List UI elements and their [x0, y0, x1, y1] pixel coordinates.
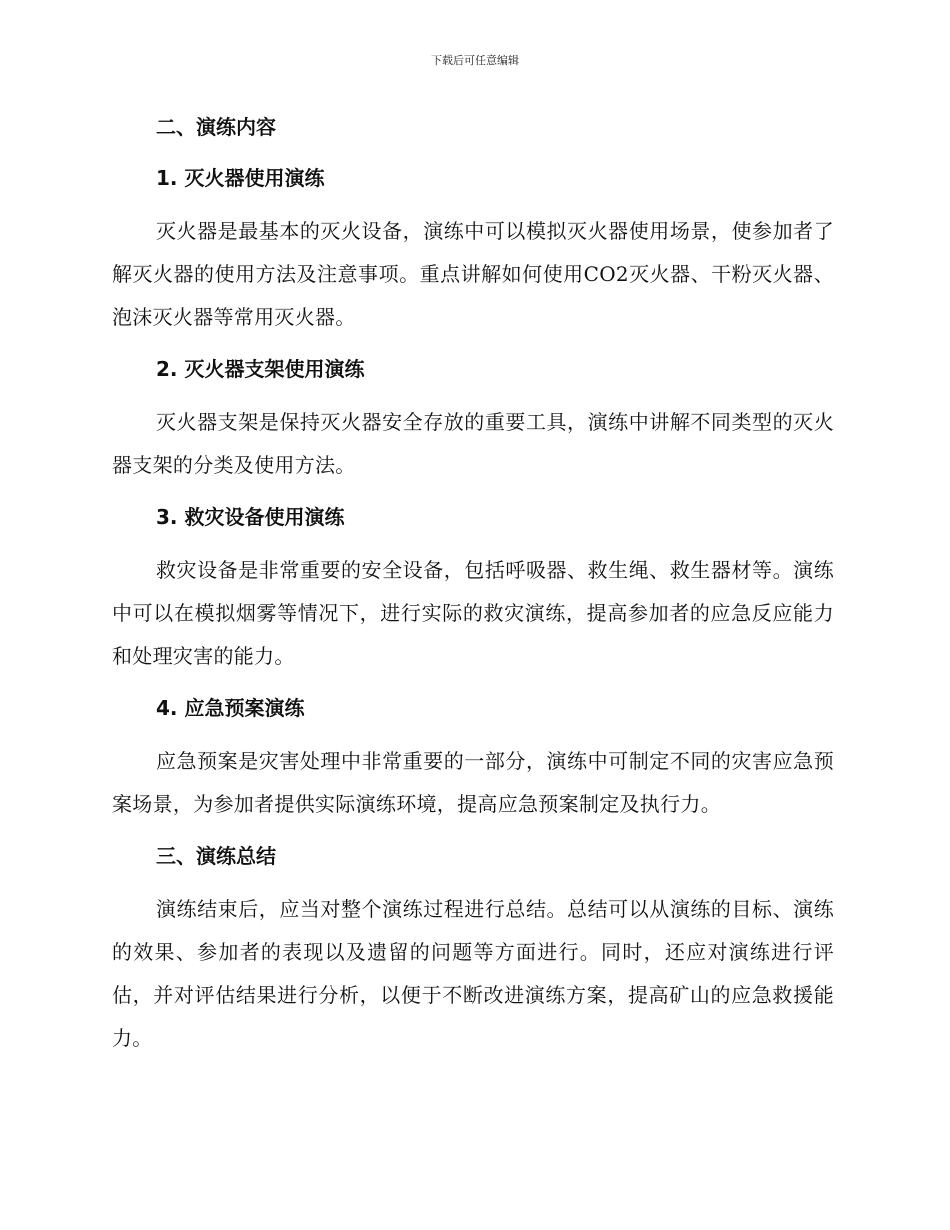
paragraph-extinguisher: 灭火器是最基本的灭火设备，演练中可以模拟灭火器使用场景，使参加者了解灭火器的使用方法及注意事项。重点讲解如何使用CO2灭火器、干粉灭火器、泡沫灭火器等常用灭火器。 — [112, 219, 834, 329]
subsection-heading-emergency-plan: 4. 应急预案演练 — [156, 696, 305, 720]
document-body — [112, 108, 834, 1071]
paragraph-extinguisher-bracket: 灭火器支架是保持灭火器安全存放的重要工具，演练中讲解不同类型的灭火器支架的分类及使用方法。 — [112, 410, 834, 477]
subsection-heading-extinguisher-bracket: 2. 灭火器支架使用演练 — [156, 357, 365, 381]
paragraph-emergency-plan: 应急预案是灾害处理中非常重要的一部分，演练中可制定不同的灾害应急预案场景，为参加者提供实际演练环境，提高应急预案制定及执行力。 — [112, 749, 834, 816]
paragraph-rescue-equipment: 救灾设备是非常重要的安全设备，包括呼吸器、救生绳、救生器材等。演练中可以在模拟烟雾等情况下，进行实际的救灾演练，提高参加者的应急反应能力和处理灾害的能力。 — [112, 558, 834, 668]
section-heading-drill-content: 二、演练内容 — [156, 115, 276, 139]
subsection-heading-extinguisher: 1. 灭火器使用演练 — [156, 166, 325, 190]
paragraph-drill-summary: 演练结束后，应当对整个演练过程进行总结。总结可以从演练的目标、演练的效果、参加者的表现以及遗留的问题等方面进行。同时，还应对演练进行评估，并对评估结果进行分析，以便于不断改进演练方案，提高矿山的应急救援能力。 — [112, 897, 834, 1050]
subsection-heading-rescue-equipment: 3. 救灾设备使用演练 — [156, 505, 345, 529]
section-heading-drill-summary: 三、演练总结 — [156, 844, 276, 868]
page-header: 下载后可任意编辑 — [431, 54, 519, 67]
